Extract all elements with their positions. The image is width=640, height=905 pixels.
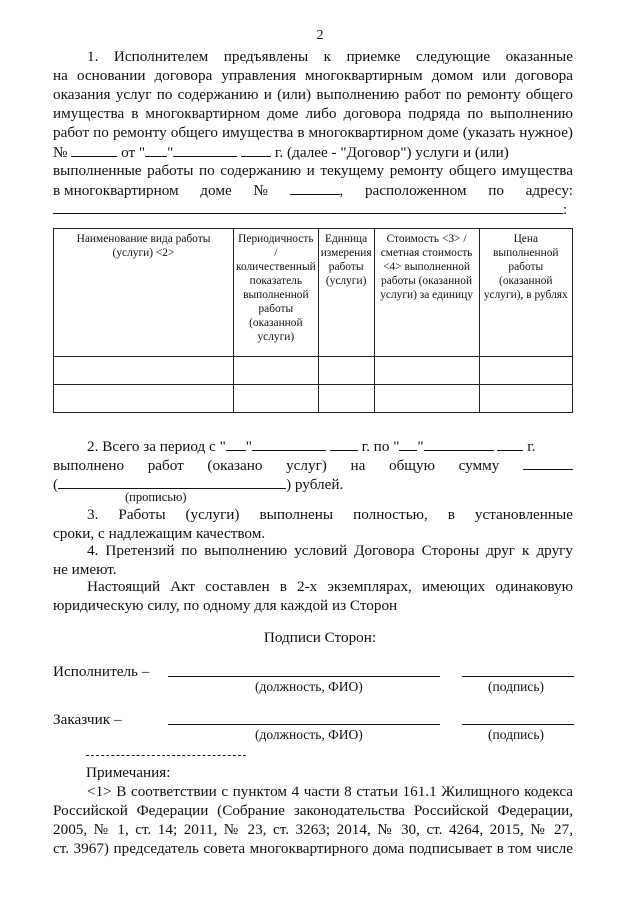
customer-signature-line[interactable] — [462, 724, 574, 725]
total-sum-blank[interactable] — [523, 455, 573, 470]
note-line-2: Российской Федерации (Собрание законодательства Российской Федерации, — [53, 802, 573, 819]
header-periodicity: Периодичность / количественный показатель выполненной работы (оказанной услуги) — [234, 229, 319, 357]
works-table — [53, 228, 573, 413]
notes-title: Примечания: — [86, 764, 171, 781]
customer-label: Заказчик – — [53, 711, 122, 728]
contract-day-blank[interactable] — [145, 142, 167, 157]
p5-line-2: юридическую силу, по одному для каждой из Сторон — [53, 597, 398, 614]
header-cost: Стоимость <3> / сметная стоимость <4> выполненной работы (оказанной услуги) за единицу — [374, 229, 479, 357]
address-blank[interactable] — [53, 199, 563, 214]
p1-line-9: : — [53, 199, 573, 219]
p2-line-3: ( ) рублей. — [53, 476, 344, 493]
page-number: 2 — [316, 28, 324, 43]
period-to-day-blank[interactable] — [399, 436, 417, 451]
executor-signature-line[interactable] — [462, 676, 574, 677]
customer-position-caption: (должность, ФИО) — [255, 727, 363, 742]
executor-position-caption: (должность, ФИО) — [255, 679, 363, 694]
house-number-blank[interactable] — [290, 180, 340, 195]
header-unit: Единица измерения работы (услуги) — [318, 229, 374, 357]
p1-line-1: 1. Исполнителем предъявлены к приемке следующие оказанные — [87, 48, 573, 65]
table-header-row — [54, 229, 573, 357]
note-line-4: ст. 3967) председатель совета многоквартирного дома подписывает в том числе — [53, 840, 573, 857]
table-row[interactable] — [54, 385, 573, 413]
p1-line-7: выполненные работы по содержанию и текущему ремонту общего имущества — [53, 162, 573, 179]
contract-month-blank[interactable] — [173, 142, 237, 157]
signatures-title: Подписи Сторон: — [263, 629, 377, 646]
contract-year-blank[interactable] — [241, 142, 271, 157]
header-price: Цена выполненной работы (оказанной услуги), в рублях — [479, 229, 572, 357]
sum-in-words-blank[interactable] — [58, 474, 286, 489]
table-row[interactable] — [54, 357, 573, 385]
executor-label: Исполнитель – — [53, 663, 150, 680]
p3-line-2: сроки, с надлежащим качеством. — [53, 525, 266, 542]
note-line-3: 2005, № 1, ст. 14; 2011, № 23, ст. 3263; 2014, № 30, ст. 4264, 2015, № 27, — [53, 821, 573, 838]
p1-line-6: № от " " г. (далее - "Договор") услуги и (или) — [53, 144, 509, 161]
customer-position-line[interactable] — [168, 724, 440, 725]
period-to-month-blank[interactable] — [424, 436, 494, 451]
p1-line-2: на основании договора управления многоквартирным домом или договора — [53, 67, 573, 84]
p1-line-5: работ по ремонту общего имущества в многоквартирном доме (указать нужное) — [53, 124, 573, 141]
p3-line-1: 3. Работы (услуги) выполнены полностью, в установленные — [87, 506, 573, 523]
period-from-year-blank[interactable] — [330, 436, 358, 451]
p1-line-4: имущества в многоквартирном доме либо договора подряда по выполнению — [53, 105, 573, 122]
p5-line-1: Настоящий Акт составлен в 2-х экземплярах, имеющих одинаковую — [87, 578, 573, 595]
customer-signature-caption: (подпись) — [488, 727, 545, 742]
p2-line-1: 2. Всего за период с " " г. по " " г. — [87, 438, 536, 455]
period-to-year-blank[interactable] — [497, 436, 523, 451]
p2-line-2: выполнено работ (оказано услуг) на общую сумму — [53, 455, 573, 475]
p4-line-2: не имеют. — [53, 561, 117, 578]
notes-separator — [86, 755, 246, 756]
period-from-month-blank[interactable] — [252, 436, 326, 451]
header-work-name: Наименование вида работы (услуги) <2> — [54, 229, 234, 357]
contract-number-blank[interactable] — [71, 142, 117, 157]
note-line-1: <1> В соответствии с пунктом 4 части 8 статьи 161.1 Жилищного кодекса — [87, 783, 573, 800]
period-from-day-blank[interactable] — [226, 436, 246, 451]
p1-line-3: оказания услуг по содержанию и (или) выполнению работ по ремонту общего — [53, 86, 573, 103]
p4-line-1: 4. Претензий по выполнению условий Договора Стороны друг к другу — [87, 542, 573, 559]
in-words-caption: (прописью) — [125, 490, 187, 504]
p1-line-8: в многоквартирном доме № , расположенном по адресу: — [53, 182, 573, 199]
executor-signature-caption: (подпись) — [488, 679, 545, 694]
executor-position-line[interactable] — [168, 676, 440, 677]
